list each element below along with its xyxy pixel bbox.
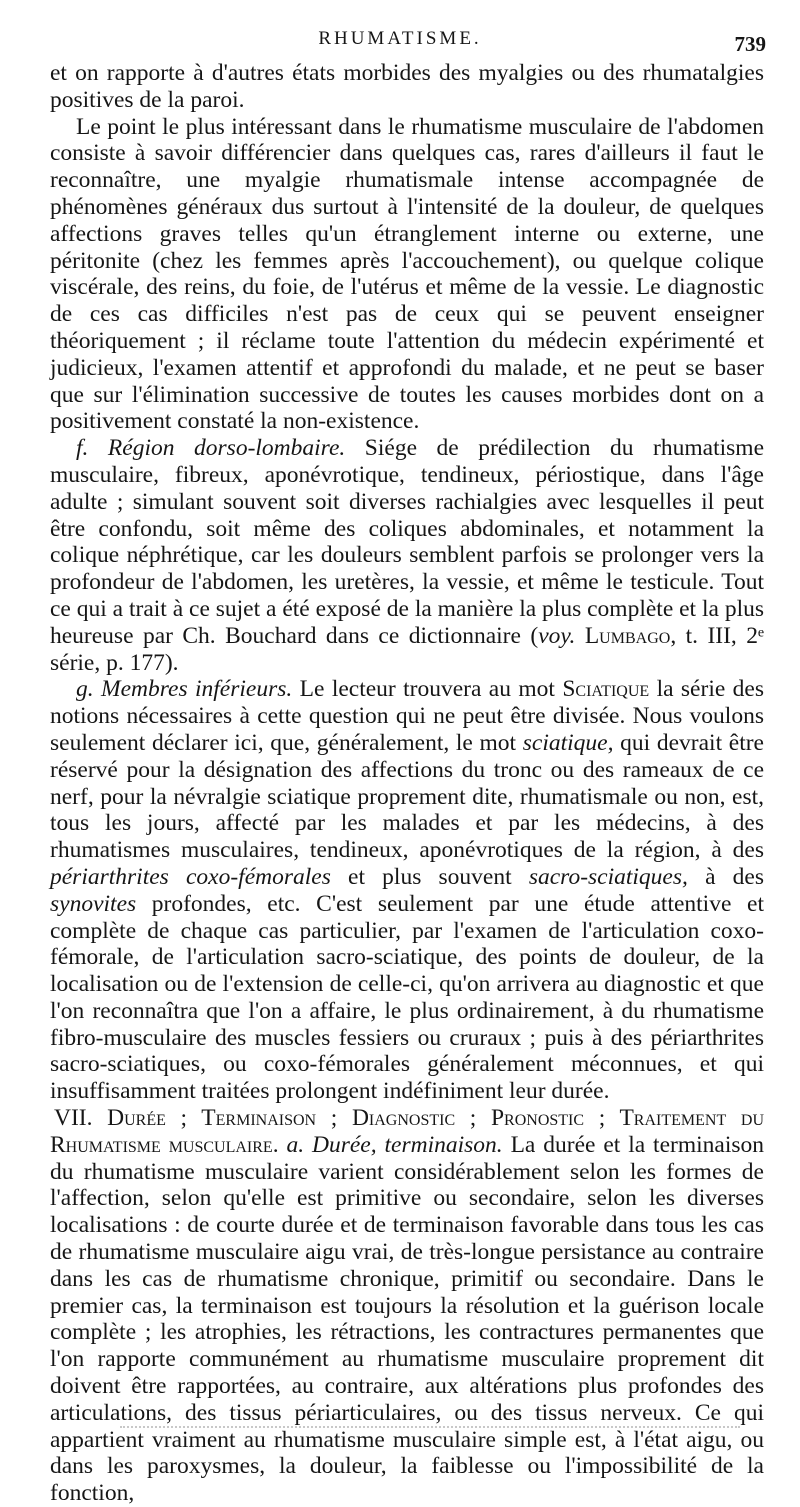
paragraph-text: Le lecteur trouvera au mot <box>299 676 555 703</box>
footer-dotted-line <box>120 1426 740 1428</box>
paragraph-membres-inferieurs <box>50 676 764 1105</box>
body-text <box>50 60 764 1507</box>
italic-term: synovites <box>50 890 137 917</box>
italic-term: périarthrites coxo-fémorales <box>50 863 331 890</box>
subsection-label: a. Durée, terminaison. <box>286 1131 503 1158</box>
subsection-label: f. Région dorso-lombaire. <box>76 435 346 462</box>
paragraph-text: Le point le plus intéressant dans le rhumatisme musculaire de l'abdomen consiste à savoir différencier dans quelques cas, rares d'ailleurs il faut le reconnaître, une myalgie rhumatismale intense accompagnée de phénomènes généraux dus surtout à l'intensité de la douleur, de quelques affections graves telles qu'un étranglement interne ou externe, une péritonite (chez les femmes après l'accouchement), ou quelque colique viscérale, des reins, du foie, de l'utérus et même de la vessie. Le diagnostic de ces cas difficiles n'est pas de ceux qui se peuvent enseigner théoriquement ; il réclame toute l'attention du médecin expérimenté et judicieux, l'examen attentif et approfondi du malade, et ne peut se baser que sur l'élimination successive de toutes les causes morbides dont on a positivement constaté la non-existence. <box>50 113 764 435</box>
italic-term: sciatique, <box>522 729 614 756</box>
paragraph-text: et on rapporte à d'autres états morbides des myalgies ou des rhumatalgies positives de la paroi. <box>50 60 764 113</box>
reference-citation: , t. III, 2ᵉ série, p. 177). <box>50 622 765 676</box>
section-number: VII. <box>54 1105 93 1132</box>
running-title: RHUMATISME. <box>318 28 482 49</box>
sciatique-reference: Sciatique <box>562 676 650 703</box>
paragraph-text: la série des notions nécessaires à cette question qui ne peut être divisée. Nous voulons seulement déclarer ici, que, généralement, le mot <box>50 676 764 756</box>
subsection-label: g. Membres inférieurs. <box>76 676 293 703</box>
section-vii <box>50 1105 764 1507</box>
paragraph-text: La durée et la terminaison du rhumatisme musculaire varient considérablement selon les formes de l'affection, selon qu'elle est primitive ou secondaire, selon les diverses localisations : de courte durée et de terminaison favorable dans tous les cas de rhumatisme musculaire aigu vrai, de très-longue persistance au contraire dans les cas de rhumatisme chronique, primitif ou secondaire. Dans le premier cas, la terminaison est toujours la résolution et la guérison locale complète ; les atrophies, les rétractions, les contractures permanentes que l'on rapporte communément au rhumatisme musculaire proprement dit doivent être rapportées, au contraire, aux altérations plus profondes des articulations, des tissus périarticulaires, ou des tissus nerveux. Ce qui appartient vraiment au rhumatisme musculaire simple est, à l'état aigu, ou dans les paroxysmes, la douleur, la faiblesse ou l'impossibilité de la fonction, <box>50 1131 765 1507</box>
paragraph-text: qui devrait être réservé pour la désignation des affections du tronc ou des rameaux de ce nerf, pour la névralgie sciatique proprement dite, rhumatismale ou non, est, tous les jours, affecté par les malades et par les médecins, à des rhumatismes musculaires, tendineux, aponévrotiques de la région, à des <box>50 729 764 864</box>
paragraph-text: et plus souvent <box>348 863 512 890</box>
paragraph-text: profondes, etc. C'est seulement par une étude attentive et complète de chaque cas particulier, par l'examen de l'articulation coxo-fémorale, de l'articulation sacro-sciatique, des points de douleur, de la localisation ou de l'extension de celle-ci, qu'on arrivera au diagnostic et que l'on reconnaîtra que l'on a affaire, le plus ordinairement, à du rhumatisme fibro-musculaire des muscles fessiers ou cruraux ; puis à des périarthrites sacro-sciatiques, ou coxo-fémorales généralement méconnues, et qui insuffisamment traitées prolongent indéfiniment leur durée. <box>50 890 764 1105</box>
paragraph-dorso-lombaire <box>50 435 764 676</box>
paragraph-text: Siége de prédilection du rhumatisme musculaire, fibreux, aponévrotique, tendineux, périostique, dans l'âge adulte ; simulant souvent soit diverses rachialgies avec lesquelles il peut être confondu, soit même des coliques abdominales, et notamment la colique néphrétique, car les douleurs semblent parfois se prolonger vers la profondeur de l'abdomen, les uretères, la vessie, et même le testicule. Tout ce qui a trait à ce sujet a été exposé de la manière la plus complète et la plus heureuse par Ch. Bouchard dans ce dictionnaire ( <box>50 435 764 649</box>
italic-term: sacro-sciatiques, <box>528 863 688 890</box>
paragraph-abdomen-diagnosis <box>50 114 764 436</box>
voy-abbreviation: voy. <box>538 622 576 649</box>
paragraph-continuation <box>50 60 764 114</box>
paragraph-text: à des <box>705 863 765 890</box>
page-number: 739 <box>734 32 766 56</box>
section-heading: Durée ; Terminaison ; Diagnostic ; Pronostic ; Traitement du Rhumatisme musculaire. <box>50 1105 764 1158</box>
running-header <box>0 26 800 54</box>
lumbago-reference: Lumbago <box>584 622 671 649</box>
